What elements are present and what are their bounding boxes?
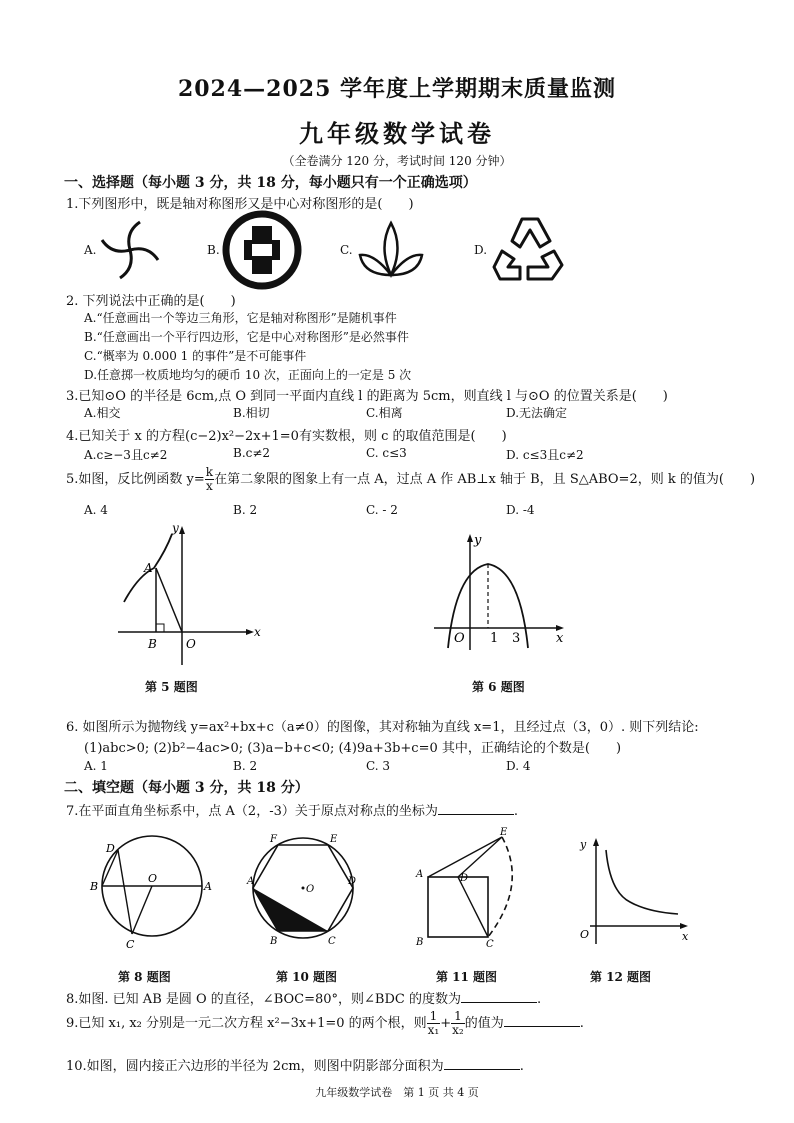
fig10-label-d: D bbox=[348, 876, 357, 887]
fig8-segment-dc bbox=[118, 850, 132, 934]
exam-title: 2024—2025 学年度上学期期末质量监测 bbox=[177, 76, 617, 102]
q9-stem bbox=[66, 1010, 584, 1037]
fig5-label-y: y bbox=[172, 521, 179, 535]
exam-note: （全卷满分 120 分，考试时间 120 分钟） bbox=[282, 154, 512, 168]
q10-answer-blank bbox=[444, 1057, 520, 1070]
fig10-label-o: O bbox=[306, 884, 315, 895]
fig10-caption: 第 10 题图 bbox=[276, 970, 338, 984]
figure-10 bbox=[248, 832, 358, 947]
q5-stem bbox=[66, 466, 755, 493]
q5-frac-den: x bbox=[206, 479, 213, 493]
fig6-caption: 第 6 题图 bbox=[472, 680, 525, 694]
fig8-label-b: B bbox=[90, 880, 99, 893]
q9-frac2-den: x₂ bbox=[452, 1023, 464, 1037]
q3-option-c: C.相离 bbox=[366, 406, 403, 420]
q9-fraction-1 bbox=[427, 1010, 441, 1037]
q3-option-d: D.无法确定 bbox=[506, 406, 568, 420]
fig10-shaded-region bbox=[253, 888, 328, 931]
page-footer: 九年级数学试卷 第 1 页 共 4 页 bbox=[315, 1086, 479, 1099]
q10-period: . bbox=[519, 1059, 524, 1074]
exam-subtitle: 九年级数学试卷 bbox=[299, 119, 495, 148]
coin-figure bbox=[222, 210, 302, 290]
q9-text-pre: 9.已知 x₁, x₂ 分别是一元二次方程 x²−3x+1=0 的两个根，则 bbox=[66, 1016, 427, 1031]
fig6-tick-1: 1 bbox=[490, 631, 499, 646]
fig6-tick-3: 3 bbox=[512, 631, 521, 646]
q6-option-b: B. 2 bbox=[233, 759, 258, 773]
q6-option-d: D. 4 bbox=[506, 759, 531, 773]
fig12-hyperbola bbox=[606, 850, 678, 914]
fig11-caption: 第 11 题图 bbox=[436, 970, 498, 984]
q4-option-d: D. c≤3且c≠2 bbox=[506, 448, 584, 462]
fig8-label-c: C bbox=[126, 938, 135, 951]
q9-period: . bbox=[579, 1016, 584, 1031]
fig6-label-o: O bbox=[454, 631, 465, 646]
q9-frac1-den: x₁ bbox=[427, 1023, 440, 1037]
fig5-caption: 第 5 题图 bbox=[145, 680, 198, 694]
section-2-heading: 二、填空题（每小题 3 分，共 18 分） bbox=[64, 780, 309, 796]
q7-stem bbox=[66, 800, 518, 819]
q10-stem bbox=[66, 1055, 524, 1074]
fig5-label-x: x bbox=[254, 625, 261, 639]
q5-option-c: C. - 2 bbox=[366, 503, 398, 517]
q2-option-a: A.“任意画出一个等边三角形，它是轴对称图形”是随机事件 bbox=[84, 311, 397, 325]
q1-option-b-label: B. bbox=[207, 243, 220, 257]
fig10-label-c: C bbox=[328, 936, 336, 947]
q5-option-b: B. 2 bbox=[233, 503, 258, 517]
q5-stem-post: 在第二象限的图象上有一点 A，过点 A 作 AB⊥x 轴于 B，且 S△ABO=2，则 k 的值为( ) bbox=[214, 472, 756, 487]
lotus-figure bbox=[356, 215, 426, 285]
fig11-label-a: A bbox=[416, 869, 424, 880]
q9-text-post: 的值为 bbox=[464, 1016, 504, 1031]
q4-option-a: A.c≥−3且c≠2 bbox=[84, 448, 168, 462]
q1-option-d-label: D. bbox=[474, 243, 488, 257]
fig10-center-point bbox=[302, 887, 305, 890]
q2-stem: 2. 下列说法中正确的是( ) bbox=[66, 294, 236, 309]
fig10-label-b: B bbox=[270, 936, 278, 947]
q8-stem bbox=[66, 988, 541, 1007]
q1-stem: 1.下列图形中，既是轴对称图形又是中心对称图形的是( ) bbox=[66, 197, 414, 212]
fig12-caption: 第 12 题图 bbox=[590, 970, 652, 984]
fig12-label-x: x bbox=[682, 930, 689, 943]
fig8-label-d: D bbox=[106, 842, 115, 855]
q5-stem-pre: 5.如图，反比例函数 y= bbox=[66, 472, 205, 487]
q8-answer-blank bbox=[461, 990, 537, 1003]
figure-12 bbox=[570, 830, 700, 950]
q6-option-a: A. 1 bbox=[84, 759, 108, 773]
q9-fraction-2 bbox=[451, 1010, 465, 1037]
fig12-label-y: y bbox=[580, 838, 587, 851]
q6-line2: (1)abc>0; (2)b²−4ac>0; (3)a−b+c<0; (4)9a+3b+c=0 其中，正确结论的个数是( ) bbox=[84, 741, 622, 756]
q4-option-b: B.c≠2 bbox=[233, 446, 271, 460]
q7-text: 7.在平面直角坐标系中，点 A（2，-3）关于原点对称点的坐标为 bbox=[66, 804, 438, 819]
fig5-label-b: B bbox=[148, 637, 157, 651]
q2-option-d: D.任意掷一枚质地均匀的硬币 10 次，正面向上的一定是 5 次 bbox=[84, 368, 412, 382]
fig12-x-arrow bbox=[680, 923, 688, 929]
fig10-label-f: F bbox=[270, 834, 277, 845]
q9-frac1-num: 1 bbox=[427, 1010, 441, 1024]
fig12-label-o: O bbox=[580, 928, 590, 941]
fig6-y-arrow bbox=[467, 534, 473, 542]
fig10-label-e: E bbox=[330, 834, 338, 845]
fig11-label-e: E bbox=[500, 827, 508, 838]
q7-answer-blank bbox=[438, 802, 514, 815]
q4-stem: 4.已知关于 x 的方程(c−2)x²−2x+1=0有实数根，则 c 的取值范围是( ) bbox=[66, 429, 507, 444]
q10-text: 10.如图，圆内接正六边形的半径为 2cm，则图中阴影部分面积为 bbox=[66, 1059, 444, 1074]
q7-period: . bbox=[513, 804, 518, 819]
fig5-label-o: O bbox=[186, 637, 196, 651]
q9-frac2-num: 1 bbox=[451, 1010, 465, 1024]
section-1-heading: 一、选择题（每小题 3 分，共 18 分，每小题只有一个正确选项） bbox=[64, 175, 477, 191]
q2-option-c: C.“概率为 0.000 1 的事件”是不可能事件 bbox=[84, 349, 307, 363]
fig11-square-abcd bbox=[428, 877, 488, 937]
q1-option-c-label: C. bbox=[340, 243, 353, 257]
q5-option-a: A. 4 bbox=[84, 503, 108, 517]
figure-11 bbox=[410, 825, 525, 950]
recycle-figure bbox=[492, 213, 564, 283]
fig5-right-angle bbox=[156, 624, 164, 632]
q1-option-a-label: A. bbox=[84, 243, 97, 257]
q9-plus: + bbox=[440, 1016, 452, 1031]
fig11-dashed-arc bbox=[488, 837, 512, 937]
fig8-segment-oc bbox=[132, 886, 152, 934]
figure-8 bbox=[88, 832, 218, 952]
fig6-label-x: x bbox=[556, 631, 564, 646]
fig8-caption: 第 8 题图 bbox=[118, 970, 171, 984]
figure-5 bbox=[110, 520, 270, 670]
fig11-label-c: C bbox=[486, 939, 494, 950]
fig5-label-a: A bbox=[144, 561, 153, 575]
q9-answer-blank bbox=[504, 1014, 580, 1027]
fig5-x-arrow bbox=[246, 629, 254, 635]
fig10-label-a: A bbox=[247, 876, 255, 887]
q5-option-d: D. -4 bbox=[506, 503, 535, 517]
fig12-y-arrow bbox=[593, 838, 599, 846]
q5-frac-num: k bbox=[205, 465, 214, 479]
q2-option-b: B.“任意画出一个平行四边形，它是中心对称图形”是必然事件 bbox=[84, 330, 409, 344]
fig11-label-b: B bbox=[416, 937, 424, 948]
q3-option-b: B.相切 bbox=[233, 406, 270, 420]
fig11-label-d: D bbox=[460, 873, 469, 884]
figure-6 bbox=[430, 530, 580, 655]
q6-option-c: C. 3 bbox=[366, 759, 391, 773]
q8-period: . bbox=[536, 992, 542, 1007]
pinwheel-figure bbox=[100, 215, 160, 285]
fig6-label-y: y bbox=[474, 533, 482, 548]
q6-line1: 6. 如图所示为抛物线 y=ax²+bx+c（a≠0）的图像，其对称轴为直线 x=1，且经过点（3，0）. 则下列结论: bbox=[66, 720, 699, 735]
q8-text: 8.如图. 已知 AB 是圆 O 的直径，∠BOC=80°，则∠BDC 的度数为 bbox=[66, 992, 461, 1007]
fig8-label-o: O bbox=[148, 872, 158, 885]
fig8-segment-db bbox=[102, 850, 118, 886]
fig11-segment-dc bbox=[458, 877, 488, 937]
q5-fraction bbox=[205, 466, 214, 493]
fig5-y-arrow bbox=[179, 526, 185, 534]
fig5-segment-ao bbox=[156, 568, 182, 632]
q3-stem: 3.已知⊙O 的半径是 6cm,点 O 到同一平面内直线 l 的距离为 5cm，则直线 l 与⊙O 的位置关系是( ) bbox=[66, 389, 668, 404]
q3-option-a: A.相交 bbox=[84, 406, 121, 420]
fig8-label-a: A bbox=[204, 880, 212, 893]
q4-option-c: C. c≤3 bbox=[366, 446, 407, 460]
